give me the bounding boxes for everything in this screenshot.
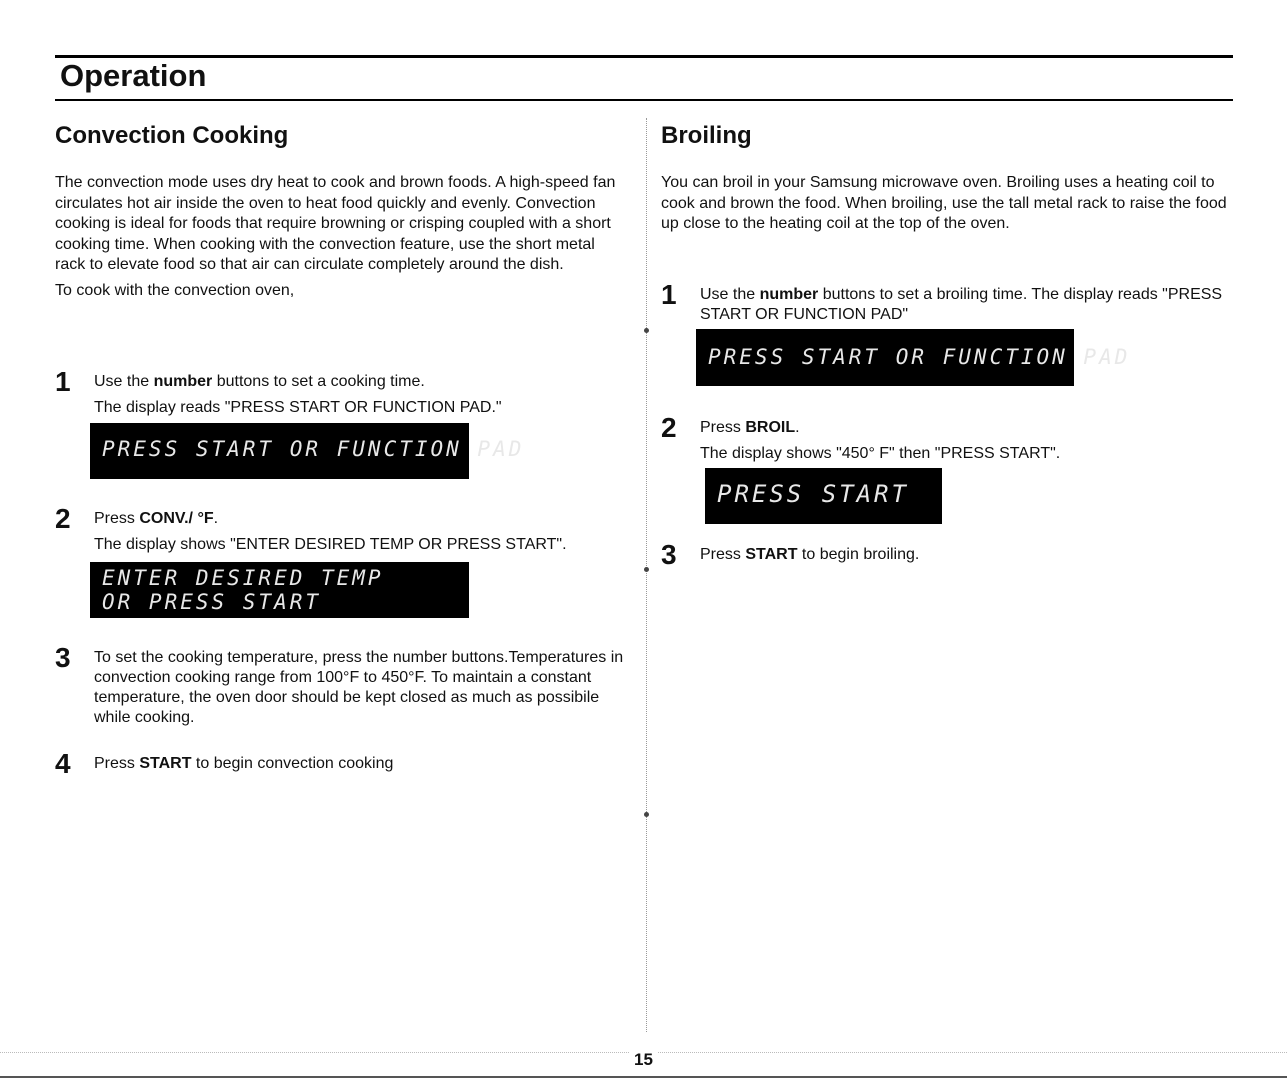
page-number: 15 (630, 1050, 657, 1070)
convection-step-4: 4 Press START to begin convection cooking (55, 748, 394, 779)
header-rule-bottom (55, 99, 1233, 101)
broiling-title: Broiling (661, 122, 752, 149)
step-number: 3 (55, 642, 71, 673)
convection-step-2: 2 Press CONV./ °F. The display shows "ENTER DESIRED TEMP OR PRESS START". (55, 503, 567, 553)
step-number: 1 (661, 279, 677, 310)
lcd-display: PRESS START (705, 468, 942, 524)
convection-intro: The convection mode uses dry heat to cook and brown foods. A high-speed fan circulates hot air inside the oven to heat food quickly and evenly. Convection cooking is ideal for foods that require browning or crisping coupled with a short cooking time. When cooking with the convection feature, use the short metal rack to elevate food so that air can circulate completely around the dish. (55, 174, 616, 273)
lcd-display: PRESS START OR FUNCTION PAD (696, 329, 1074, 386)
broiling-step-3: 3 Press START to begin broiling. (661, 539, 920, 570)
convection-step-1: 1 Use the number buttons to set a cooking time. The display reads "PRESS START OR FUNCTION PAD." (55, 366, 502, 416)
step-number: 4 (55, 748, 71, 779)
broiling-section (661, 122, 1233, 235)
convection-title: Convection Cooking (55, 122, 289, 149)
lcd-display: PRESS START OR FUNCTION PAD (90, 423, 469, 479)
column-divider (646, 118, 647, 1032)
lcd-display: ENTER DESIRED TEMP OR PRESS START (90, 562, 469, 618)
step-number: 3 (661, 539, 677, 570)
step-number: 1 (55, 366, 71, 397)
header-rule-top (55, 55, 1233, 58)
broiling-step-1: 1 Use the number buttons to set a broiling time. The display reads "PRESS START OR FUNCTION PAD" (661, 279, 1223, 323)
divider-dot (644, 567, 649, 572)
convection-section (55, 122, 625, 301)
step-number: 2 (55, 503, 71, 534)
divider-dot (644, 328, 649, 333)
divider-dot (644, 812, 649, 817)
convection-step-3: 3 To set the cooking temperature, press the number buttons.Temperatures in convection cooking range from 100°F to 450°F. To maintain a constant temperature, the oven door should be kept closed as much as possibile while cooking. (55, 642, 624, 726)
step-number: 2 (661, 412, 677, 443)
convection-lead: To cook with the convection oven, (55, 281, 295, 299)
page-title: Operation (60, 58, 207, 93)
broiling-step-2: 2 Press BROIL. The display shows "450° F" then "PRESS START". (661, 412, 1061, 462)
footer-rule (0, 1076, 1287, 1078)
broiling-intro: You can broil in your Samsung microwave oven. Broiling uses a heating coil to cook and brown the food. When broiling, use the tall metal rack to raise the food up close to the heating coil at the top of the oven. (661, 174, 1227, 232)
